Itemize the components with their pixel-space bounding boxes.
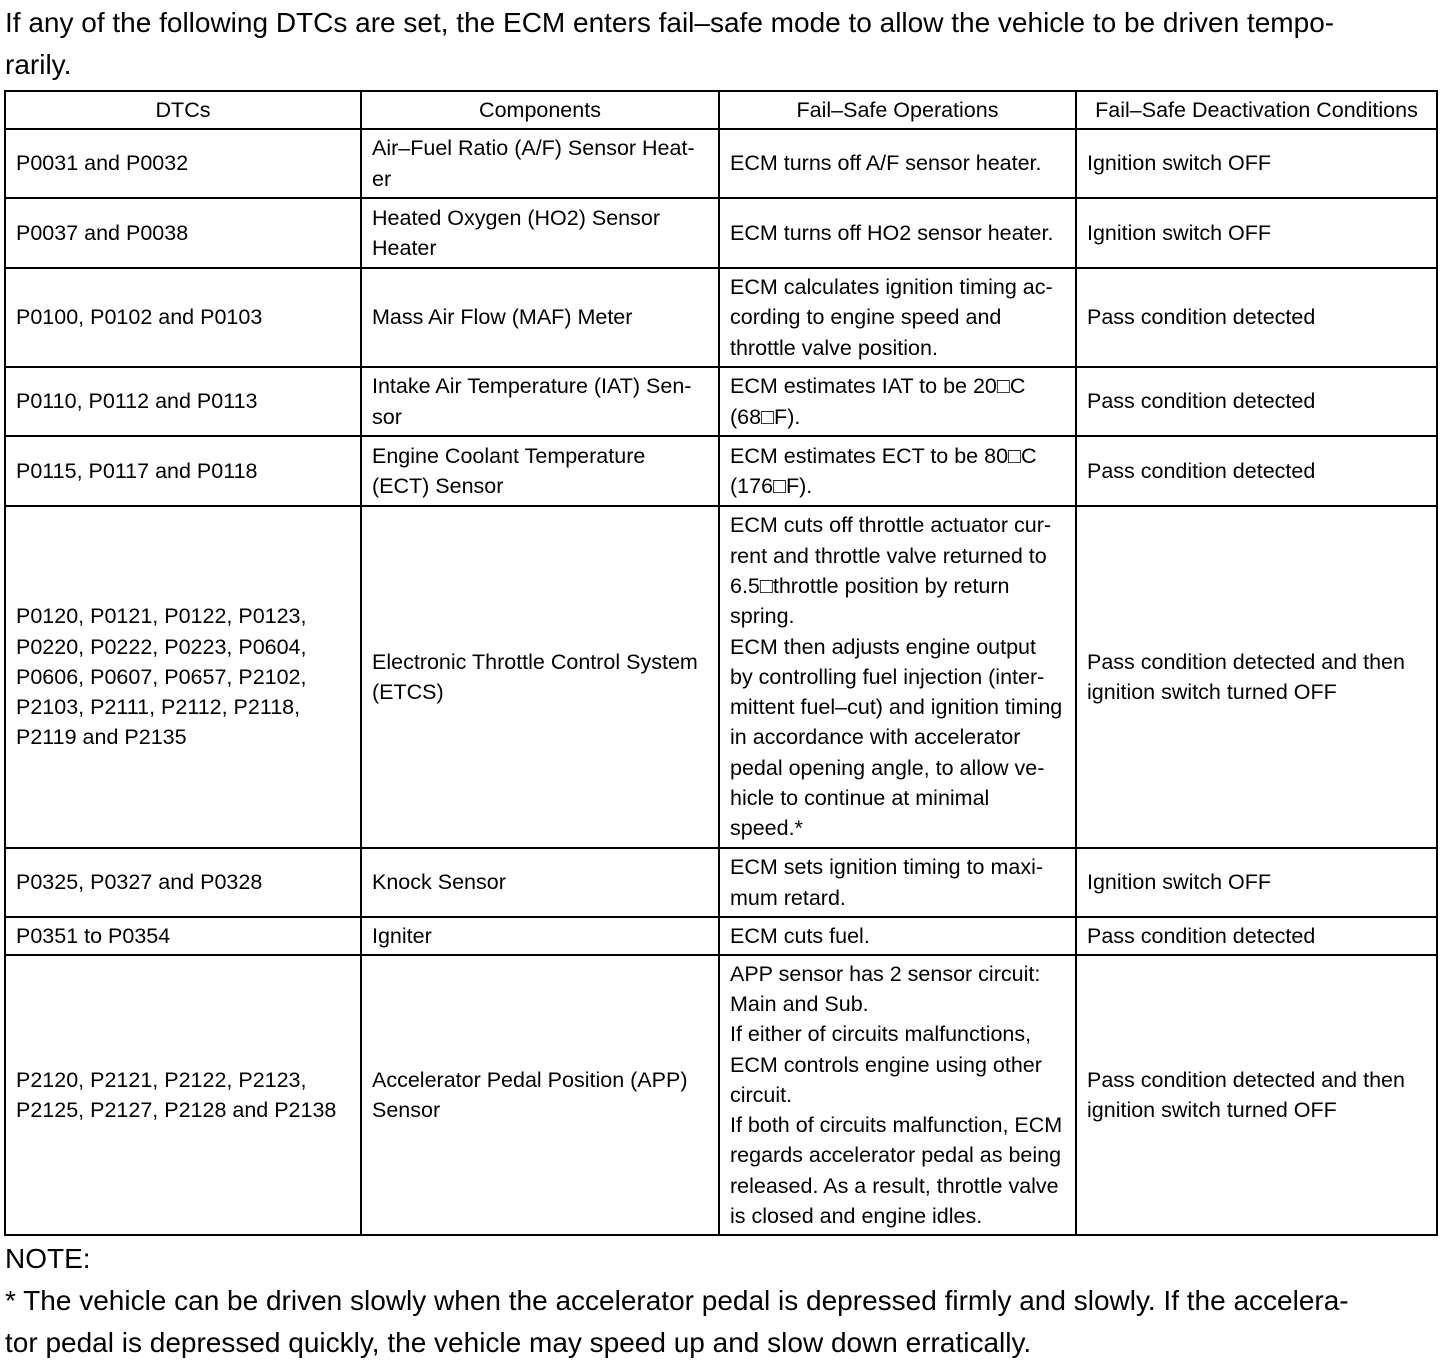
header-dtcs: DTCs xyxy=(5,91,361,129)
deactivation-cell xyxy=(1076,436,1437,506)
dtc-text: P2120, P2121, P2122, P2123, P2125, P2127, P2128 and P2138 xyxy=(16,1067,337,1122)
dtc-cell xyxy=(5,917,361,955)
dtc-text: P0120, P0121, P0122, P0123, P0220, P0222, P0223, P0604, P0606, P0607, P0657, P2102, P2103, P2111, P2112, P2118, P2119 and P2135 xyxy=(16,604,307,750)
dtc-cell xyxy=(5,198,361,268)
note-text: * The vehicle can be driven slowly when the accelerator pedal is depressed firmly and slowly. If the accelera- tor pedal is depressed quickly, the vehicle may speed up and slow down erratically. xyxy=(5,1285,1349,1358)
dtc-cell xyxy=(5,367,361,436)
dtc-cell xyxy=(5,848,361,917)
component-cell xyxy=(361,268,719,367)
deactivation-text: Pass condition detected xyxy=(1087,923,1316,948)
dtc-text: P0110, P0112 and P0113 xyxy=(16,389,258,414)
operation-cell xyxy=(719,955,1076,1235)
table-row xyxy=(5,367,1437,436)
operation-cell xyxy=(719,848,1076,917)
table-row xyxy=(5,506,1437,848)
deactivation-cell xyxy=(1076,367,1437,436)
dtc-cell xyxy=(5,436,361,506)
operation-text: ECM estimates IAT to be 20□C (68□F). xyxy=(730,374,1026,429)
deactivation-text: Ignition switch OFF xyxy=(1087,220,1271,245)
dtc-text: P0325, P0327 and P0328 xyxy=(16,870,263,895)
component-cell xyxy=(361,955,719,1235)
header-deactivation-conditions: Fail–Safe Deactivation Conditions xyxy=(1076,91,1437,129)
table-row xyxy=(5,436,1437,506)
dtc-cell xyxy=(5,129,361,198)
dtc-text: P0031 and P0032 xyxy=(16,151,189,176)
note-title: NOTE: xyxy=(5,1243,91,1274)
deactivation-cell xyxy=(1076,955,1437,1235)
deactivation-cell xyxy=(1076,506,1437,848)
operation-cell xyxy=(719,917,1076,955)
component-text: Electronic Throttle Control System (ETCS) xyxy=(372,649,698,704)
deactivation-text: Pass condition detected and then ignition switch turned OFF xyxy=(1087,1067,1405,1122)
deactivation-text: Pass condition detected xyxy=(1087,305,1316,330)
component-cell xyxy=(361,506,719,848)
operation-cell xyxy=(719,506,1076,848)
operation-cell xyxy=(719,129,1076,198)
table-row xyxy=(5,198,1437,268)
deactivation-cell xyxy=(1076,268,1437,367)
header-components: Components xyxy=(361,91,719,129)
deactivation-cell xyxy=(1076,129,1437,198)
fail-safe-table xyxy=(4,90,1438,1236)
component-text: Heated Oxygen (HO2) Sensor Heater xyxy=(372,205,660,260)
table-row xyxy=(5,955,1437,1235)
header-fail-safe-operations: Fail–Safe Operations xyxy=(719,91,1076,129)
deactivation-text: Ignition switch OFF xyxy=(1087,151,1271,176)
deactivation-cell xyxy=(1076,848,1437,917)
dtc-cell xyxy=(5,268,361,367)
component-cell xyxy=(361,129,719,198)
component-text: Accelerator Pedal Position (APP) Sensor xyxy=(372,1067,688,1122)
dtc-text: P0100, P0102 and P0103 xyxy=(16,305,263,330)
dtc-text: P0115, P0117 and P0118 xyxy=(16,458,258,483)
operation-text: ECM calculates ignition timing ac- cording to engine speed and throttle valve position. xyxy=(730,275,1053,360)
component-cell xyxy=(361,436,719,506)
operation-text: ECM estimates ECT to be 80□C (176□F). xyxy=(730,443,1037,498)
component-cell xyxy=(361,198,719,268)
component-text: Mass Air Flow (MAF) Meter xyxy=(372,305,633,330)
component-text: Igniter xyxy=(372,923,432,948)
table-header-row xyxy=(5,91,1437,129)
deactivation-text: Pass condition detected and then ignition switch turned OFF xyxy=(1087,649,1405,704)
deactivation-cell xyxy=(1076,198,1437,268)
dtc-text: P0037 and P0038 xyxy=(16,220,189,245)
component-cell xyxy=(361,848,719,917)
table-row xyxy=(5,129,1437,198)
dtc-cell xyxy=(5,506,361,848)
operation-text: APP sensor has 2 sensor circuit: Main and Sub. If either of circuits malfunctions, ECM controls engine using other circuit. If both of circuits malfunction, ECM regards accelerator pedal as being released. As a result, throttle valve is closed and engine idles. xyxy=(730,961,1063,1229)
dtc-cell xyxy=(5,955,361,1235)
component-text: Air–Fuel Ratio (A/F) Sensor Heat- er xyxy=(372,136,695,191)
component-text: Knock Sensor xyxy=(372,870,506,895)
deactivation-cell xyxy=(1076,917,1437,955)
table-row xyxy=(5,917,1437,955)
operation-cell xyxy=(719,436,1076,506)
table-row xyxy=(5,848,1437,917)
operation-text: ECM sets ignition timing to maxi- mum retard. xyxy=(730,855,1044,910)
table-row xyxy=(5,268,1437,367)
component-text: Engine Coolant Temperature (ECT) Sensor xyxy=(372,443,646,498)
operation-text: ECM cuts fuel. xyxy=(730,923,870,948)
deactivation-text: Pass condition detected xyxy=(1087,389,1316,414)
deactivation-text: Pass condition detected xyxy=(1087,458,1316,483)
operation-text: ECM cuts off throttle actuator cur- rent and throttle valve returned to 6.5□throttle position by return spring. ECM then adjusts engine output by controlling fuel injection (inter- mittent fuel–cut) and ignition timing in accordance with accelerator pedal opening angle, to allow ve- hicle to continue at minimal speed.* xyxy=(730,513,1063,841)
operation-cell xyxy=(719,268,1076,367)
operation-cell xyxy=(719,367,1076,436)
intro-paragraph: If any of the following DTCs are set, the ECM enters fail–safe mode to allow the vehicle to be driven tempo- rarily. xyxy=(5,7,1335,80)
operation-text: ECM turns off HO2 sensor heater. xyxy=(730,220,1054,245)
component-text: Intake Air Temperature (IAT) Sen- sor xyxy=(372,374,692,429)
component-cell xyxy=(361,367,719,436)
component-cell xyxy=(361,917,719,955)
operation-text: ECM turns off A/F sensor heater. xyxy=(730,151,1042,176)
dtc-text: P0351 to P0354 xyxy=(16,923,171,948)
operation-cell xyxy=(719,198,1076,268)
deactivation-text: Ignition switch OFF xyxy=(1087,870,1271,895)
